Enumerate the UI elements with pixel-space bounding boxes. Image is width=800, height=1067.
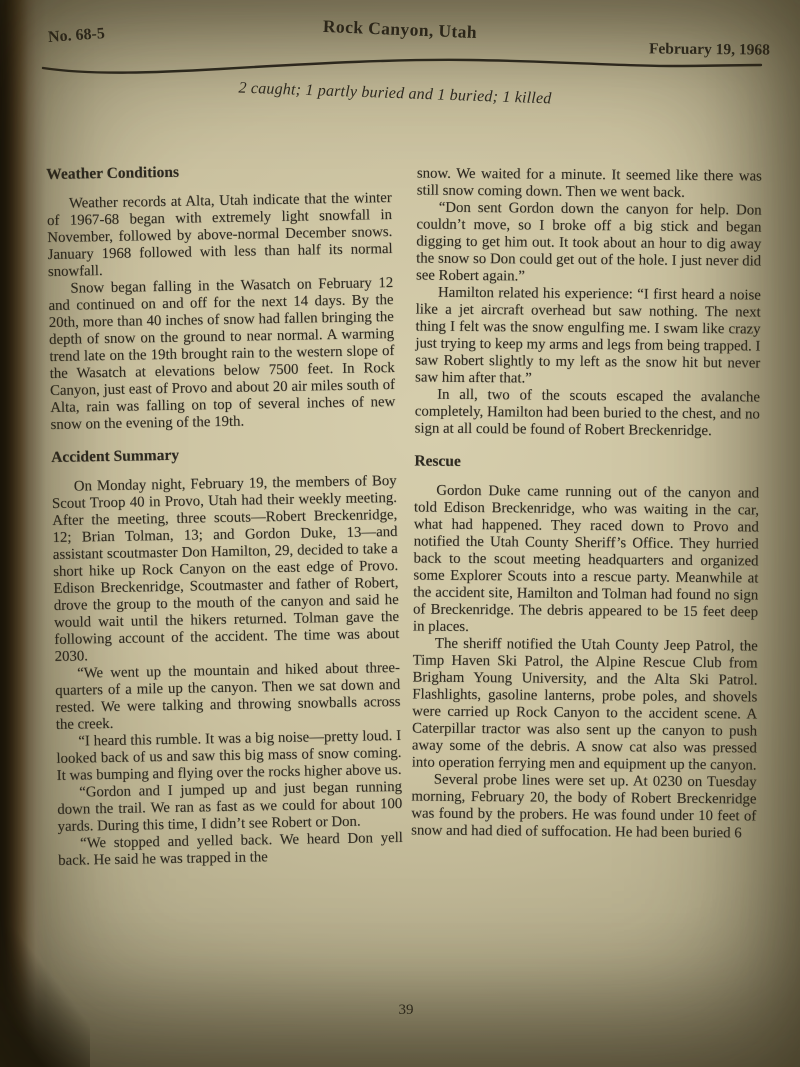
right-column xyxy=(411,158,762,868)
book-gutter-shadow xyxy=(0,927,90,1067)
paragraph: The sheriff notified the Utah County Jeep Patrol, the Timp Haven Ski Patrol, the Alpine Rescue Club from Brigham Young University, and the Alta Ski Patrol. Flashlights, gasoline lanterns, probe poles, and shovels were carried up Rock Canyon to the accident scene. A Caterpillar tractor was also sent up the canyon to push away some of the debris. A snow cat also was pressed into operation ferrying men and equipment up the canyon. xyxy=(411,635,758,774)
section-heading: Rescue xyxy=(414,452,461,470)
paragraph: Snow began falling in the Wasatch on February 12 and continued on and off for the next 14 days. By the 20th, more than 40 inches of snow had fallen bringing the depth of snow on the ground to near normal. A warming trend late on the 19th brought rain to the western slope of the Wasatch at elevations below 7500 feet. In Rock Canyon, just east of Provo and about 20 air miles south of Alta, rain was falling on top of several inches of new snow on the evening of the 19th. xyxy=(48,274,396,433)
paragraph: Weather records at Alta, Utah indicate that the winter of 1967-68 began with extremely light snowfall in November, followed by above-normal December snows. January 1968 followed with less than half its normal snowfall. xyxy=(46,189,393,280)
body-columns xyxy=(46,160,762,867)
report-date: February 19, 1968 xyxy=(648,40,771,59)
header-rule xyxy=(40,54,764,78)
paragraph: On Monday night, February 19, the members of Boy Scout Troop 40 in Provo, Utah had their weekly meeting. After the meeting, three scouts—Robert Breckenridge, 12; Brian Tolman, 13; and Gordon Duke, 13—and assistant scoutmaster Don Hamilton, 29, decided to take a short hike up Rock Canyon on the east edge of Provo. Edison Breckenridge, Scoutmaster and father of Robert, drove the group to the mouth of the canyon and said he would wait until the hikers returned. Tolman gave the following account of the accident. The time was about 2030. xyxy=(51,472,400,665)
paragraph: Several probe lines were set up. At 0230 on Tuesday morning, February 20, the body of Robert Breckenridge was found by the probers. He was found under 10 feet of snow and had died of suffocation. He had been buried 6 xyxy=(411,771,757,842)
page-number: 39 xyxy=(398,1002,414,1018)
paragraph: “Don sent Gordon down the canyon for help. Don couldn’t move, so I broke off a big stick and began digging to get him out. It took about an hour to dig away the snow so Don could get out of the hole. I just never did see Robert again.” xyxy=(415,199,762,285)
section-heading: Weather Conditions xyxy=(46,163,180,184)
paragraph: “Gordon and I jumped up and just began running down the trail. We ran as fast as we could for about 100 yards. During this time, I didn’t see Robert or Don. xyxy=(57,778,403,835)
paragraph: In all, two of the scouts escaped the avalanche completely, Hamilton had been buried to the chest, and no sign at all could be found of Robert Breckenridge. xyxy=(414,386,761,440)
book-gutter xyxy=(0,0,46,1067)
section-heading: Accident Summary xyxy=(51,446,180,466)
paragraph: “We stopped and yelled back. We heard Don yell back. He said he was trapped in the xyxy=(58,829,403,869)
running-title: Rock Canyon, Utah xyxy=(322,15,478,43)
paragraph: “I heard this rumble. It was a big noise—pretty loud. I looked back of us and saw this big mass of snow coming. It was bumping and flying over the rocks higher above us. xyxy=(56,727,402,784)
report-number: No. 68-5 xyxy=(47,25,106,46)
paragraph: snow. We waited for a minute. It seemed like there was still snow coming down. Then we went back. xyxy=(416,165,762,201)
paragraph: Hamilton related his experience: “I first heard a noise like a jet aircraft overhead but saw nothing. The next thing I felt was the snow engulfing me. I swam like crazy just trying to keep my arms and legs from being trapped. I saw Robert slightly to my left as the snow hit but never saw him after that.” xyxy=(415,284,761,387)
casualty-summary-line: 2 caught; 1 partly buried and 1 buried; 1 killed xyxy=(238,79,552,108)
left-column xyxy=(46,157,403,870)
paragraph: Gordon Duke came running out of the canyon and told Edison Breckenridge, who was waiting in the car, what had happened. They raced down to Provo and notified the Utah County Sheriff’s Office. They hurried back to the scout meeting headquarters and organized some Explorer Scouts into a rescue party. Meanwhile at the accident site, Hamilton and Tolman had found no sign of Breckenridge. The debris appeared to be 15 feet deep in places. xyxy=(412,482,760,635)
paragraph: “We went up the mountain and hiked about three-quarters of a mile up the canyon. Then we sat down and rested. We were talking and throwing snowballs across the creek. xyxy=(55,659,401,733)
